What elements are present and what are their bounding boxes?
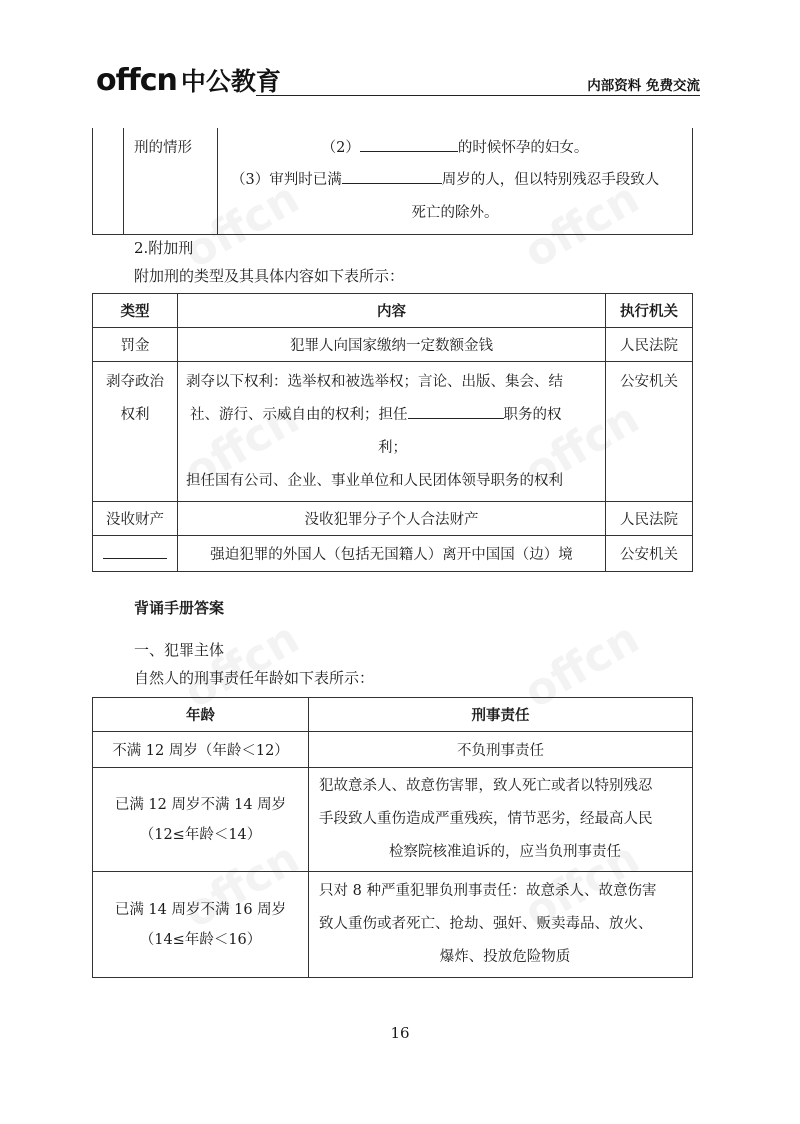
row-responsibility: 只对 8 种严重犯罪负刑事责任：故意杀人、故意伤害 致人重伤或者死亡、抢劫、强奸、贩卖毒品、放火、 爆炸、投放危险物质 bbox=[309, 872, 693, 978]
condition-line-age: （3）审判时已满 周岁的人，但以特别残忍手段致人 bbox=[219, 164, 691, 196]
row-responsibility: 不负刑事责任 bbox=[309, 732, 693, 768]
header-content: 内容 bbox=[178, 294, 606, 328]
row-type: 没收财产 bbox=[93, 502, 178, 536]
row-age: 已满 14 周岁不满 16 周岁 （14≤年龄＜16） bbox=[93, 872, 309, 978]
additional-penalty-intro: 附加刑的类型及其具体内容如下表所示： bbox=[134, 267, 405, 285]
offcn-logo bbox=[96, 64, 281, 98]
header-age: 年龄 bbox=[93, 698, 309, 732]
condition-line-pregnant: （2） 的时候怀孕的妇女。 bbox=[219, 132, 691, 164]
row-agency: 公安机关 bbox=[606, 362, 693, 502]
row-agency: 公安机关 bbox=[606, 536, 693, 572]
row-type: 剥夺政治 权利 bbox=[93, 362, 178, 502]
fill-in-blank[interactable] bbox=[408, 404, 504, 419]
penalty-condition-label: 刑的情形 bbox=[134, 140, 192, 156]
row-content: 剥夺以下权利：选举权和被选举权；言论、出版、集会、结 社、游行、示威自由的权利；担任 职务的权 利； 担任国有公司、企业、事业单位和人民团体领导职务的权利 bbox=[178, 362, 606, 502]
table-row bbox=[93, 768, 693, 872]
page-header bbox=[96, 64, 700, 100]
row-agency: 人民法院 bbox=[606, 328, 693, 362]
table-row bbox=[93, 872, 693, 978]
table-left-margin-cell bbox=[93, 128, 124, 234]
header-responsibility: 刑事责任 bbox=[309, 698, 693, 732]
header-agency: 执行机关 bbox=[606, 294, 693, 328]
table-row bbox=[93, 732, 693, 768]
table-content-cell bbox=[218, 128, 693, 234]
criminal-responsibility-age-table bbox=[92, 697, 693, 978]
header-rule bbox=[256, 95, 700, 96]
logo-wordmark-en: offcn bbox=[96, 63, 177, 98]
table-row bbox=[93, 536, 693, 572]
table-row bbox=[93, 362, 693, 502]
row-content: 强迫犯罪的外国人（包括无国籍人）离开中国国（边）境 bbox=[178, 536, 606, 572]
row-age: 不满 12 周岁（年龄＜12） bbox=[93, 732, 309, 768]
logo-wordmark-cn: 中公教育 bbox=[180, 67, 281, 96]
section-heading-additional-penalty: 2.附加刑 bbox=[134, 239, 194, 257]
table-label-cell bbox=[124, 128, 218, 234]
condition-line-exception: 死亡的除外。 bbox=[411, 205, 499, 221]
fill-in-blank[interactable] bbox=[103, 544, 167, 559]
row-content: 没收犯罪分子个人合法财产 bbox=[178, 502, 606, 536]
section-heading-crime-subject: 一、犯罪主体 bbox=[134, 641, 225, 659]
age-table-intro: 自然人的刑事责任年龄如下表所示： bbox=[134, 669, 375, 687]
row-content: 犯罪人向国家缴纳一定数额金钱 bbox=[178, 328, 606, 362]
death-penalty-table-continued bbox=[92, 128, 693, 235]
row-age: 已满 12 周岁不满 14 周岁 （12≤年龄＜14） bbox=[93, 768, 309, 872]
fill-in-blank[interactable] bbox=[360, 137, 458, 152]
table-row bbox=[93, 502, 693, 536]
answers-title: 背诵手册答案 bbox=[134, 599, 225, 617]
fill-in-blank[interactable] bbox=[342, 169, 442, 184]
row-type: 罚金 bbox=[93, 328, 178, 362]
header-tagline: 内部资料 免费交流 bbox=[587, 78, 700, 94]
table-row bbox=[93, 328, 693, 362]
row-type-blank[interactable] bbox=[93, 536, 178, 572]
row-agency: 人民法院 bbox=[606, 502, 693, 536]
row-responsibility: 犯故意杀人、故意伤害罪，致人死亡或者以特别残忍 手段致人重伤造成严重残疾，情节恶劣，经最高人民 检察院核准追诉的，应当负刑事责任 bbox=[309, 768, 693, 872]
header-type: 类型 bbox=[93, 294, 178, 328]
page-number: 16 bbox=[390, 1024, 410, 1042]
additional-penalty-table bbox=[92, 293, 693, 572]
